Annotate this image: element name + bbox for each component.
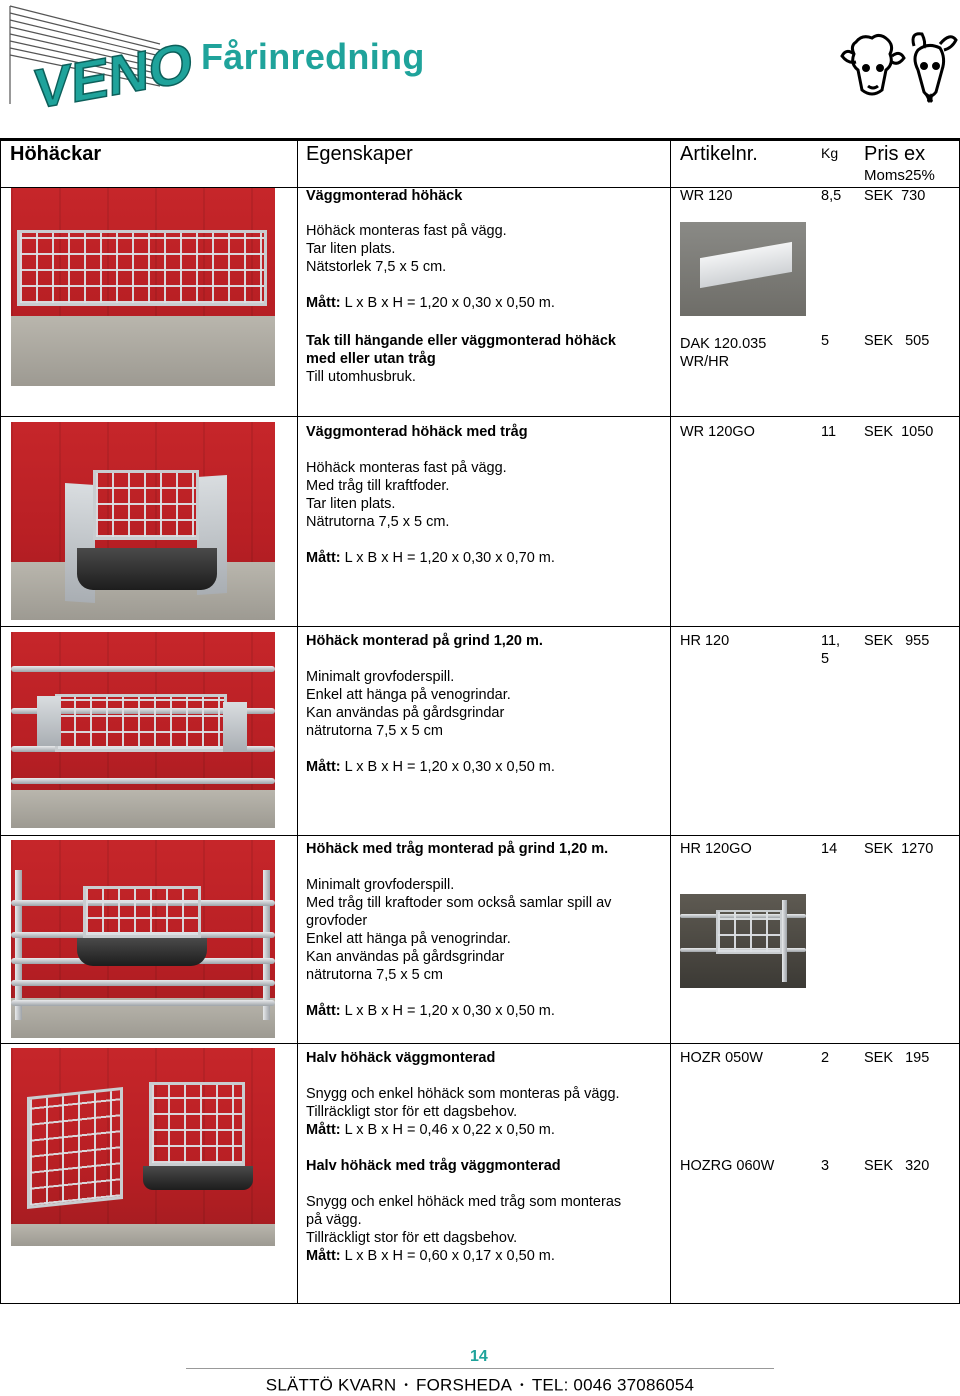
article-number: HOZRG 060W (680, 1158, 775, 1174)
product-description: Minimalt grovfoderspill. Enkel att hänga på venogrindar. Kan användas på gårdsgrindar nätrutorna 7,5 x 5 cm Mått: L x B x H = 1,20 x 0,30 x 0,50 m. (306, 669, 555, 775)
weight-kg: 14 (821, 841, 838, 857)
price: SEK 1050 (864, 424, 934, 440)
article-number: WR 120 (680, 188, 733, 204)
weight-kg: 11, (821, 633, 841, 649)
article-number: HR 120GO (680, 841, 752, 857)
article-number-cont: WR/HR (680, 354, 730, 370)
weight-kg: 5 (821, 333, 830, 349)
article-number: DAK 120.035 (680, 336, 767, 352)
page-number: 14 (470, 1348, 488, 1365)
col-header-article: Artikelnr. (680, 143, 758, 165)
product-photo-hr120go (11, 840, 275, 1038)
product-description: Snygg och enkel höhäck som monteras på vägg. Tillräckligt stor för ett dagsbehov. Mått: L x B x H = 0,46 x 0,22 x 0,50 m. (306, 1086, 620, 1138)
product-name: Väggmonterad höhäck med tråg (306, 424, 528, 440)
product-description: Till utomhusbruk. (306, 369, 416, 385)
col-header-kg: Kg (821, 145, 839, 161)
price: SEK 955 (864, 633, 930, 649)
product-name: Halv höhäck väggmonterad (306, 1050, 496, 1066)
product-description: Snygg och enkel höhäck med tråg som monteras på vägg. Tillräckligt stor för ett dagsbehov. Mått: L x B x H = 0,60 x 0,17 x 0,50 m. (306, 1194, 622, 1264)
weight-kg: 2 (821, 1050, 830, 1066)
sheep-goat-icon (840, 34, 958, 102)
weight-kg-cont: 5 (821, 651, 830, 667)
product-name: Höhäck med tråg monterad på grind 1,20 m. (306, 841, 609, 857)
product-description: Höhäck monteras fast på vägg. Tar liten plats. Nätstorlek 7,5 x 5 cm. Mått: L x B x H = 1,20 x 0,30 x 0,50 m. (306, 223, 555, 311)
col-header-price-vat: Moms25% (864, 167, 935, 184)
product-name: Tak till hängande eller väggmonterad höhäck (306, 333, 616, 349)
col-header-price: Pris ex (864, 143, 926, 165)
col-header-properties: Egenskaper (306, 143, 413, 165)
product-name: Halv höhäck med tråg väggmonterad (306, 1158, 561, 1174)
product-photo-wr120 (11, 188, 275, 386)
product-photo-hozr (11, 1048, 275, 1246)
product-photo-hr120 (11, 632, 275, 828)
price: SEK 505 (864, 333, 930, 349)
article-number: WR 120GO (680, 424, 755, 440)
product-name-cont: med eller utan tråg (306, 351, 436, 367)
footer-divider (186, 1368, 774, 1369)
veno-logo (6, 4, 193, 121)
price: SEK 1270 (864, 841, 934, 857)
weight-kg: 3 (821, 1158, 830, 1174)
product-name: Höhäck monterad på grind 1,20 m. (306, 633, 543, 649)
weight-kg: 11 (821, 424, 837, 440)
product-description: Höhäck monteras fast på vägg. Med tråg till kraftfoder. Tar liten plats. Nätrutorna 7,5 x 5 cm. Mått: L x B x H = 1,20 x 0,30 x 0,70 m. (306, 460, 555, 566)
price: SEK 320 (864, 1158, 930, 1174)
footer-contact: SLÄTTÖ KVARN • FORSHEDA • TEL: 0046 37086054 (265, 1375, 695, 1395)
article-number: HOZR 050W (680, 1050, 763, 1066)
product-photo-wr120go (11, 422, 275, 620)
logo-text: VENO (34, 30, 193, 121)
product-photo-hr120go-detail (680, 894, 806, 988)
article-number: HR 120 (680, 633, 730, 649)
price: SEK 730 (864, 188, 926, 204)
price: SEK 195 (864, 1050, 930, 1066)
product-name: Väggmonterad höhäck (306, 188, 463, 204)
page-title: Fårinredning (201, 36, 425, 77)
product-photo-dak (680, 222, 806, 316)
product-description: Minimalt grovfoderspill. Med tråg till kraftoder som också samlar spill av grovfoder Enkel att hänga på venogrindar. Kan användas på gårdsgrindar nätrutorna 7,5 x 5 cm Mått: L x B x H = 1,20 x 0,30 x 0,50 m. (306, 877, 612, 1019)
weight-kg: 8,5 (821, 188, 842, 204)
col-header-product: Höhäckar (10, 143, 102, 165)
